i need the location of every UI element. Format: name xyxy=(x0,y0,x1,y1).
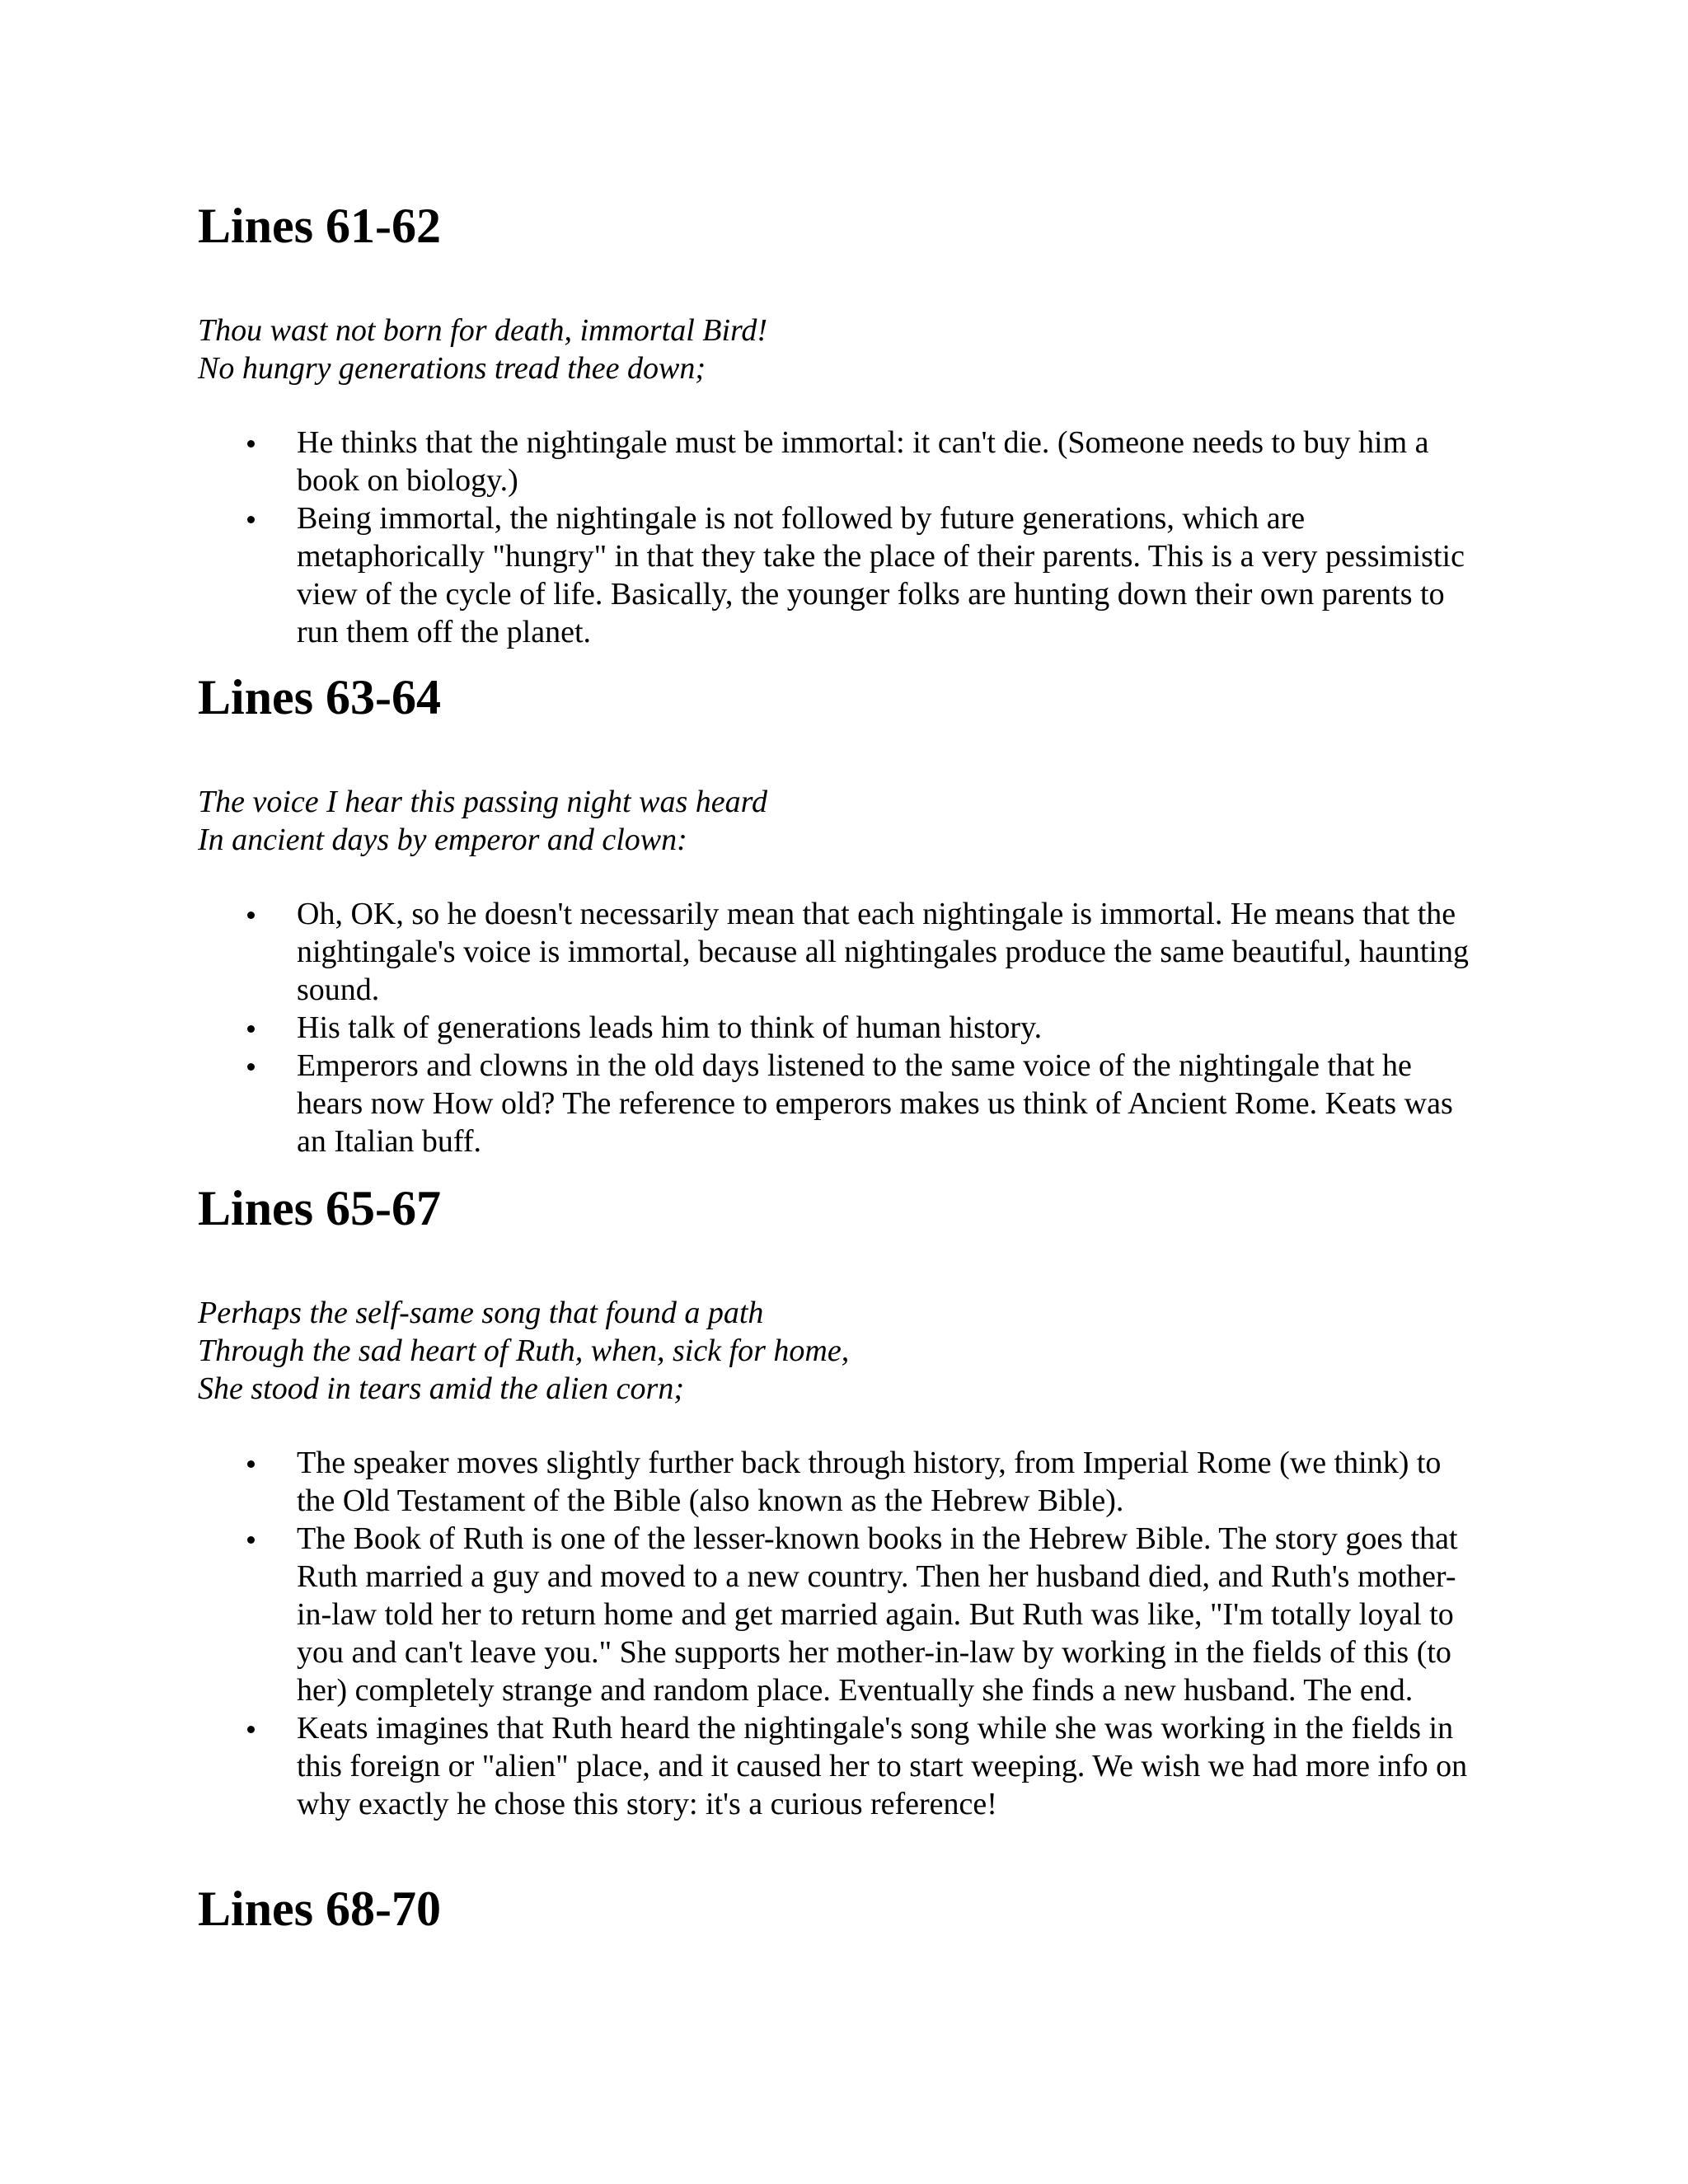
verse-quote xyxy=(198,783,1484,859)
verse-line: She stood in tears amid the alien corn; xyxy=(198,1371,684,1406)
list-item xyxy=(198,499,1484,651)
verse-quote xyxy=(198,1294,1484,1408)
bullet-icon xyxy=(247,1536,255,1544)
section-heading: Lines 68-70 xyxy=(198,1882,442,1936)
list-item-text: His talk of generations leads him to think of human history. xyxy=(297,1010,1043,1045)
list-item-text: The speaker moves slightly further back through history, from Imperial Rome (we think) to the Old Testament of the Bible (also known as the Hebrew Bible). xyxy=(297,1446,1442,1518)
list-item xyxy=(198,1709,1484,1823)
verse-line: No hungry generations tread thee down; xyxy=(198,351,706,386)
list-item-text: Keats imagines that Ruth heard the nightingale's song while she was working in the fields in this foreign or "alien" place, and it caused her to start weeping. We wish we had more info on why exactly he chose this story: it's a curious reference! xyxy=(297,1711,1468,1821)
list-item xyxy=(198,1520,1484,1709)
list-item-text: The Book of Ruth is one of the lesser-known books in the Hebrew Bible. The story goes that Ruth married a guy and moved to a new country. Then her husband died, and Ruth's mother-in-law told her to return home and get married again. But Ruth was like, "I'm totally loyal to you and can't leave you." She supports her mother-in-law by working in the fields of this (to her) completely strange and random place. Eventually she finds a new husband. The end. xyxy=(297,1521,1458,1708)
list-item-text: Being immortal, the nightingale is not followed by future generations, which are metaphorically "hungry" in that they take the place of their parents. This is a very pessimistic view of the cycle of life. Basically, the younger folks are hunting down their own parents to run them off the planet. xyxy=(297,501,1465,649)
bullet-icon xyxy=(247,1025,255,1033)
section-lines-63-64 xyxy=(198,669,1484,1160)
list-item xyxy=(198,1009,1484,1047)
verse-line: Perhaps the self-same song that found a path xyxy=(198,1296,764,1330)
bullet-icon xyxy=(247,1460,255,1468)
list-item xyxy=(198,1047,1484,1160)
list-item xyxy=(198,895,1484,1009)
list-item-text: He thinks that the nightingale must be immortal: it can't die. (Someone needs to buy him a book on biology.) xyxy=(297,425,1429,498)
bullet-icon xyxy=(247,440,255,448)
section-heading: Lines 61-62 xyxy=(198,199,442,253)
bullet-icon xyxy=(247,1726,255,1733)
commentary-list xyxy=(198,424,1484,651)
list-item-text: Emperors and clowns in the old days listened to the same voice of the nightingale that he hears now How old? The reference to emperors makes us think of Ancient Rome. Keats was an Italian buff. xyxy=(297,1048,1453,1159)
verse-line: Thou wast not born for death, immortal Bird! xyxy=(198,313,768,348)
verse-line: Through the sad heart of Ruth, when, sick for home, xyxy=(198,1333,850,1368)
verse-line: The voice I hear this passing night was heard xyxy=(198,785,767,819)
section-lines-61-62 xyxy=(198,198,1484,651)
bullet-icon xyxy=(247,1063,255,1071)
list-item-text: Oh, OK, so he doesn't necessarily mean that each nightingale is immortal. He means that the nightingale's voice is immortal, because all nightingales produce the same beautiful, haunting sound. xyxy=(297,897,1469,1007)
commentary-list xyxy=(198,895,1484,1160)
verse-line: In ancient days by emperor and clown: xyxy=(198,823,687,857)
section-heading: Lines 65-67 xyxy=(198,1181,442,1235)
section-lines-65-67 xyxy=(198,1180,1484,1823)
list-item xyxy=(198,424,1484,499)
bullet-icon xyxy=(247,516,255,523)
section-lines-68-70 xyxy=(198,1881,1484,1937)
verse-quote xyxy=(198,312,1484,387)
list-item xyxy=(198,1444,1484,1520)
commentary-list xyxy=(198,1444,1484,1823)
section-heading: Lines 63-64 xyxy=(198,670,442,724)
bullet-icon xyxy=(247,912,255,919)
